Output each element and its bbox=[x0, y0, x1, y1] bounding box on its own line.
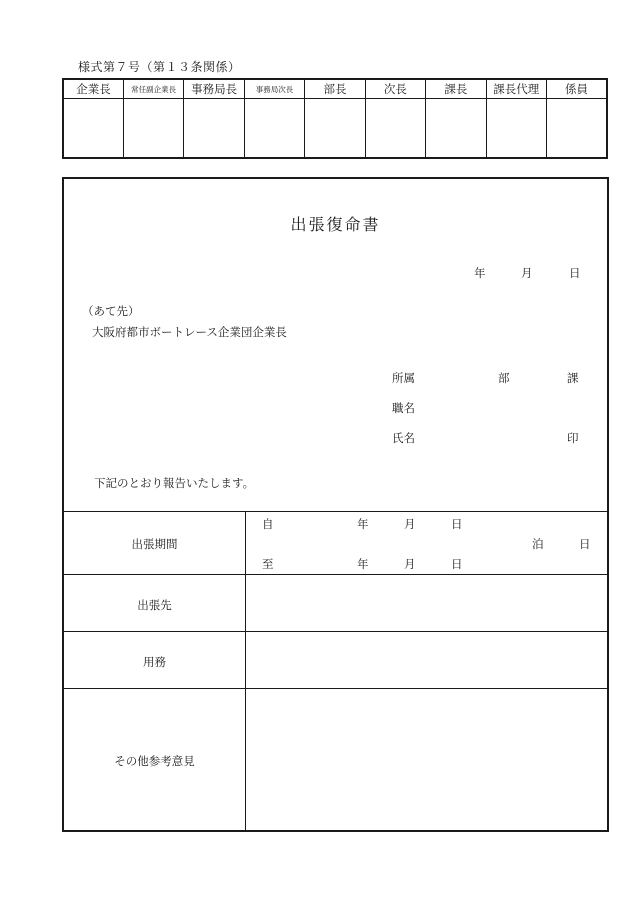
period-days: 日 bbox=[579, 537, 591, 551]
approval-header: 部長 bbox=[305, 79, 365, 99]
seal-box[interactable] bbox=[244, 99, 304, 159]
approval-header: 係員 bbox=[547, 79, 608, 99]
approval-header: 企業長 bbox=[63, 79, 123, 99]
position-label: 職名 bbox=[392, 401, 415, 415]
date-day: 日 bbox=[569, 266, 581, 280]
approval-header: 次長 bbox=[365, 79, 425, 99]
seal-box[interactable] bbox=[426, 99, 486, 159]
period-from-year: 年 bbox=[357, 517, 369, 531]
divider bbox=[64, 511, 607, 512]
period-to-year: 年 bbox=[357, 557, 369, 571]
form-number: 様式第７号（第１３条関係） bbox=[78, 60, 241, 74]
period-to: 至 bbox=[262, 557, 274, 571]
approval-header: 課長代理 bbox=[486, 79, 546, 99]
seal-box[interactable] bbox=[63, 99, 123, 159]
report-form bbox=[62, 177, 609, 832]
department-unit: 部 bbox=[498, 371, 510, 385]
seal-box[interactable] bbox=[184, 99, 244, 159]
report-title: 出張復命書 bbox=[290, 215, 381, 234]
seal-box[interactable] bbox=[305, 99, 365, 159]
addressee: 大阪府都市ボートレース企業団企業長 bbox=[92, 325, 287, 339]
notes-field[interactable] bbox=[246, 689, 607, 830]
section-unit: 課 bbox=[567, 371, 579, 385]
notes-label: その他参考意見 bbox=[114, 754, 195, 768]
period-label: 出張期間 bbox=[131, 537, 178, 551]
destination-field[interactable] bbox=[246, 575, 607, 631]
purpose-label: 用務 bbox=[143, 655, 166, 669]
destination-label: 出張先 bbox=[137, 598, 172, 612]
period-to-day: 日 bbox=[451, 557, 463, 571]
date-month: 月 bbox=[521, 266, 533, 280]
period-from-day: 日 bbox=[451, 517, 463, 531]
seal-box[interactable] bbox=[486, 99, 546, 159]
period-from-month: 月 bbox=[404, 517, 416, 531]
approval-header: 課長 bbox=[426, 79, 486, 99]
report-statement: 下記のとおり報告いたします。 bbox=[94, 476, 255, 490]
name-label: 氏名 bbox=[392, 431, 415, 445]
period-nights: 泊 bbox=[532, 537, 544, 551]
purpose-field[interactable] bbox=[246, 632, 607, 688]
addressee-label: （あて先） bbox=[82, 304, 140, 318]
affiliation-label: 所属 bbox=[392, 371, 415, 385]
approval-header: 事務局次長 bbox=[244, 79, 304, 99]
period-to-month: 月 bbox=[404, 557, 416, 571]
seal-box[interactable] bbox=[365, 99, 425, 159]
seal-mark: 印 bbox=[567, 431, 579, 445]
date-year: 年 bbox=[474, 266, 486, 280]
approval-header: 常任副企業長 bbox=[123, 79, 183, 99]
approval-header: 事務局長 bbox=[184, 79, 244, 99]
seal-box[interactable] bbox=[547, 99, 608, 159]
period-from: 自 bbox=[262, 517, 274, 531]
seal-box[interactable] bbox=[123, 99, 183, 159]
approval-stamp-table bbox=[62, 78, 608, 159]
